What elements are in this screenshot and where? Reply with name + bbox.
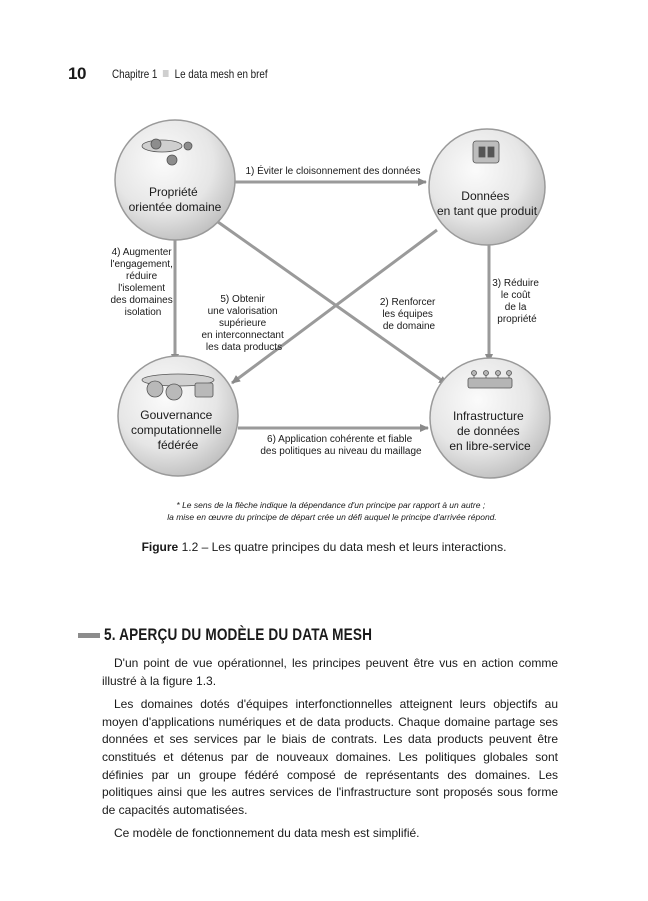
chapter-label: Chapitre 1 <box>112 67 158 81</box>
page-number: 10 <box>68 64 86 83</box>
arrow-3-label: 3) Réduire le coût de la propriété <box>492 278 539 325</box>
arrow-1-label: 1) Éviter le cloisonnement des données <box>245 166 421 177</box>
data-product-label: Données en tant que produit <box>436 189 538 218</box>
figure-label: Figure <box>141 540 179 554</box>
figure-caption <box>0 540 648 554</box>
governance-label: Gouvernance computationnelle fédérée <box>130 408 222 452</box>
data-product-icon <box>473 141 499 163</box>
heading-bar <box>78 633 100 638</box>
chapter-title: Le data mesh en bref <box>174 67 268 81</box>
paragraph: Les domaines dotés d'équipes interfonctionnelles atteignent leurs objectifs au moyen d'applications numériques et de data products. Chaque domaine partage ses données et ses services par le biais de contrats. Les data products peuvent être constitués et détenus par de nouveaux domaines. Les politiques globales sont définies par un groupe fédéré composé de représentants des domaines. Les politiques ainsi que les autres services de l'infrastructure sont proposés sous forme de capacités automatisées. <box>102 697 558 817</box>
paragraph: Ce modèle de fonctionnement du data mesh est simplifié. <box>114 826 420 841</box>
figure-caption-text: 1.2 – Les quatre principes du data mesh et leurs interactions. <box>178 540 507 554</box>
section-heading <box>78 625 598 645</box>
section-title: 5. APERÇU DU MODÈLE DU DATA MESH <box>104 625 373 644</box>
domain-sphere <box>115 120 235 240</box>
governance-icon <box>142 374 214 400</box>
arrow-4-label: 4) Augmenter l'engagement, réduire l'isolement des domaines isolation <box>110 247 173 318</box>
domain-label: Propriété orientée domaine <box>128 185 222 214</box>
arrow-6-label: 6) Application cohérente et fiable des politiques au niveau du maillage <box>260 434 422 457</box>
diagram-footnote: * Le sens de la flèche indique la dépendance d'un principe par rapport à un autre ; la mise en œuvre du principe de départ crée un défi auquel le principe d'arrivée répond. <box>167 500 497 522</box>
arrow-2-label: 2) Renforcer les équipes de domaine <box>379 297 436 332</box>
platform-label: Infrastructure de données en libre-service <box>449 409 531 453</box>
arrow-5-label: 5) Obtenir une valorisation supérieure en interconnectant les data products <box>201 294 284 353</box>
body-text <box>102 655 558 849</box>
paragraph: D'un point de vue opérationnel, les principes peuvent être vus en action comme illustré à la figure 1.3. <box>102 656 558 688</box>
